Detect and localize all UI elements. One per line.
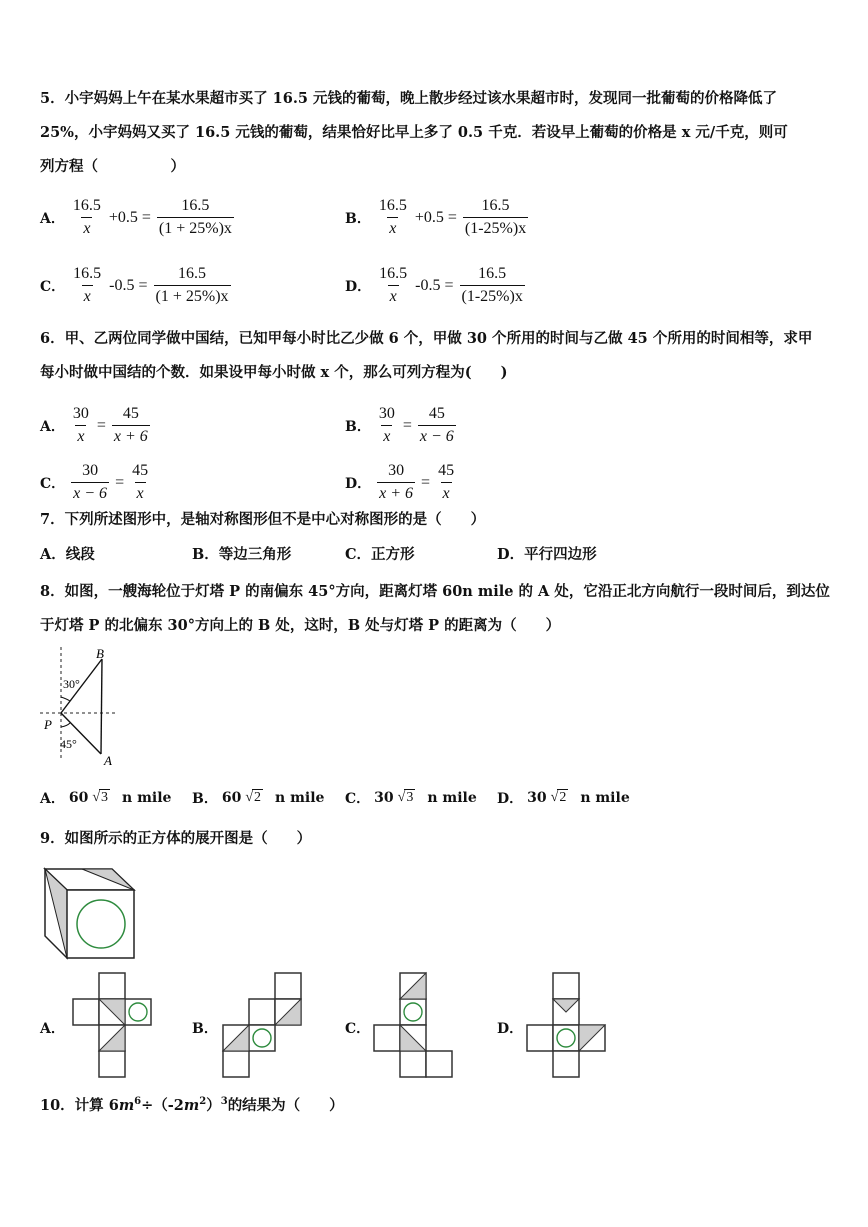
angle-45: 45°	[60, 737, 77, 751]
denominator: (1-25%)x	[463, 217, 528, 239]
q5-option-d[interactable]	[345, 264, 525, 307]
q6-option-d[interactable]: D． $\frac{30}{x + 6}$ = $\frac{45}{x}$	[345, 462, 455, 502]
sqrt: √3	[92, 790, 109, 805]
operator: -0.5 =	[415, 276, 454, 294]
q8-stem	[40, 575, 840, 643]
q7-option-b[interactable]: B．等边三角形	[192, 546, 292, 563]
q8-option-c[interactable]	[345, 788, 477, 808]
q9-option-d[interactable]	[522, 970, 612, 1082]
fraction	[377, 264, 409, 307]
fraction	[112, 404, 150, 447]
denominator: x	[75, 425, 86, 447]
q6-option-b[interactable]: B． $\frac{30}{x}$ = $\frac{45}{x - 6}$	[345, 405, 454, 445]
q8-option-d[interactable]	[497, 788, 630, 808]
unit: n mile	[275, 790, 325, 806]
option-label: A．	[40, 791, 65, 807]
q9-option-c-label: C．	[345, 1021, 371, 1037]
q9-option-c[interactable]	[372, 970, 462, 1082]
denominator: x	[381, 425, 392, 447]
q7-option-a[interactable]: A．线段	[40, 546, 95, 563]
numerator: 16.5	[72, 197, 101, 214]
q8-option-a[interactable]	[40, 788, 171, 808]
q9-option-d-label: D．	[497, 1021, 524, 1037]
q9-option-a[interactable]	[68, 970, 158, 1082]
label-b: B	[96, 646, 104, 661]
q5-option-a[interactable]	[40, 196, 234, 239]
option-label: D．	[345, 475, 372, 492]
unit: n mile	[580, 790, 630, 806]
denominator: (1-25%)x	[460, 285, 525, 307]
denominator: x + 6	[377, 482, 415, 504]
label-p: P	[44, 717, 52, 732]
option-label: A．	[40, 210, 65, 227]
q6-stem	[40, 322, 840, 390]
q9-option-b[interactable]	[218, 970, 308, 1082]
q10-var: m	[118, 1096, 135, 1114]
q6-option-a[interactable]: A． $\frac{30}{x}$ = $\frac{45}{x + 6}$	[40, 405, 148, 445]
denominator: x	[441, 482, 452, 504]
numerator: 30	[388, 462, 405, 479]
q7-stem: 7．下列所述图形中，是轴对称图形但不是中心对称图形的是（ ）	[40, 511, 486, 528]
fraction	[157, 196, 234, 239]
numerator: 30	[378, 405, 395, 422]
q10-var: m	[183, 1096, 200, 1114]
numerator: 16.5	[379, 265, 408, 282]
denominator: x − 6	[71, 482, 109, 504]
q10-stem	[40, 1085, 840, 1123]
denominator: x	[135, 482, 146, 504]
option-label: B．	[345, 210, 371, 227]
coefficient: 30	[527, 790, 547, 806]
q6-option-c[interactable]: C． $\frac{30}{x - 6}$ = $\frac{45}{x}$	[40, 462, 149, 502]
numerator: 16.5	[73, 265, 102, 282]
q8-line1: 8．如图，一艘海轮位于灯塔 P 的南偏东 45°方向，距离灯塔 60n mile 的 A 处，它沿正北方向航行一段时间后，到达位	[40, 583, 830, 600]
q7-option-c[interactable]: C．正方形	[345, 546, 415, 563]
sqrt: √3	[397, 790, 414, 805]
fraction	[71, 196, 103, 239]
fraction	[418, 404, 456, 447]
denominator: x + 6	[112, 425, 150, 447]
q10-exp: 2	[199, 1096, 207, 1107]
coefficient: 60	[68, 790, 89, 806]
denominator: x	[81, 217, 92, 239]
numerator: 30	[72, 405, 89, 422]
option-label: C．	[345, 791, 371, 807]
fraction	[377, 461, 415, 504]
q8-line2: 于灯塔 P 的北偏东 30°方向上的 B 处，这时，B 处与灯塔 P 的距离为（ ）	[40, 617, 561, 634]
q5-line1: 5．小宇妈妈上午在某水果超市买了 16.5 元钱的葡萄，晚上散步经过该水果超市时，发现同一批葡萄的价格降低了	[40, 90, 777, 107]
coefficient: 60	[221, 790, 242, 806]
option-label: B．	[192, 791, 218, 807]
sqrt: √2	[550, 790, 567, 805]
q10-mid: ÷（-2	[141, 1096, 184, 1114]
option-label: C．	[40, 278, 66, 295]
unit: n mile	[427, 790, 477, 806]
sqrt: √2	[245, 790, 262, 805]
q6-line2: 每小时做中国结的个数．如果设甲每小时做 x 个，那么可列方程为( )	[40, 364, 508, 381]
denominator: x	[387, 217, 398, 239]
denominator: (1 + 25%)x	[154, 285, 231, 307]
operator: +0.5 =	[414, 208, 457, 226]
q10-close: ）	[206, 1096, 221, 1114]
angle-30: 30°	[63, 677, 80, 691]
denominator: x − 6	[418, 425, 456, 447]
fraction	[463, 196, 528, 239]
fraction	[377, 196, 409, 239]
numerator: 45	[132, 462, 149, 479]
numerator: 45	[438, 462, 455, 479]
numerator: 30	[82, 462, 99, 479]
q9-option-b-label: B．	[192, 1021, 218, 1037]
q5-option-b[interactable]	[345, 196, 528, 239]
operator: -0.5 =	[109, 276, 148, 294]
numerator: 16.5	[481, 197, 510, 214]
fraction	[436, 461, 456, 504]
q7-option-d[interactable]: D．平行四边形	[497, 546, 597, 563]
q8-lighthouse-figure	[38, 645, 118, 767]
option-label: C．	[40, 475, 66, 492]
numerator: 16.5	[378, 197, 407, 214]
q9-option-a-label: A．	[40, 1021, 65, 1037]
q5-line3: 列方程（ ）	[40, 158, 185, 175]
fraction	[130, 461, 150, 504]
radicand: 3	[101, 790, 109, 805]
fraction	[460, 264, 525, 307]
q10-exp: 6	[134, 1096, 142, 1107]
numerator: 45	[122, 405, 139, 422]
q10-suffix: 的结果为（ ）	[227, 1096, 344, 1114]
numerator: 16.5	[181, 197, 210, 214]
q9-cube-figure	[42, 866, 138, 960]
numerator: 45	[428, 405, 445, 422]
q5-option-c[interactable]	[40, 264, 231, 307]
radicand: 2	[254, 790, 262, 805]
option-label: A．	[40, 418, 65, 435]
numerator: 16.5	[178, 265, 207, 282]
q5-line2: 25%，小宇妈妈又买了 16.5 元钱的葡萄，结果恰好比早上多了 0.5 千克．若设早上葡萄的价格是 x 元/千克，则可	[40, 124, 788, 141]
denominator: (1 + 25%)x	[157, 217, 234, 239]
unit: n mile	[122, 790, 172, 806]
coefficient: 30	[374, 790, 394, 806]
radicand: 3	[406, 790, 414, 805]
q8-option-b[interactable]	[192, 788, 324, 808]
option-label: D．	[497, 791, 524, 807]
fraction	[154, 264, 231, 307]
radicand: 2	[559, 790, 567, 805]
fraction	[377, 404, 397, 447]
denominator: x	[82, 285, 93, 307]
q10-exp: 3	[220, 1096, 228, 1107]
q10-prefix: 10．计算 6	[40, 1096, 119, 1114]
option-label: D．	[345, 278, 372, 295]
fraction	[71, 404, 91, 447]
fraction	[71, 461, 109, 504]
label-a: A	[104, 753, 112, 767]
q5-stem	[40, 82, 840, 184]
q9-stem: 9．如图所示的正方体的展开图是（ ）	[40, 830, 312, 847]
denominator: x	[388, 285, 399, 307]
numerator: 16.5	[478, 265, 507, 282]
option-label: B．	[345, 418, 371, 435]
fraction	[71, 264, 103, 307]
q6-line1: 6．甲、乙两位同学做中国结，已知甲每小时比乙少做 6 个，甲做 30 个所用的时间与乙做 45 个所用的时间相等，求甲	[40, 330, 813, 347]
operator: +0.5 =	[108, 208, 151, 226]
